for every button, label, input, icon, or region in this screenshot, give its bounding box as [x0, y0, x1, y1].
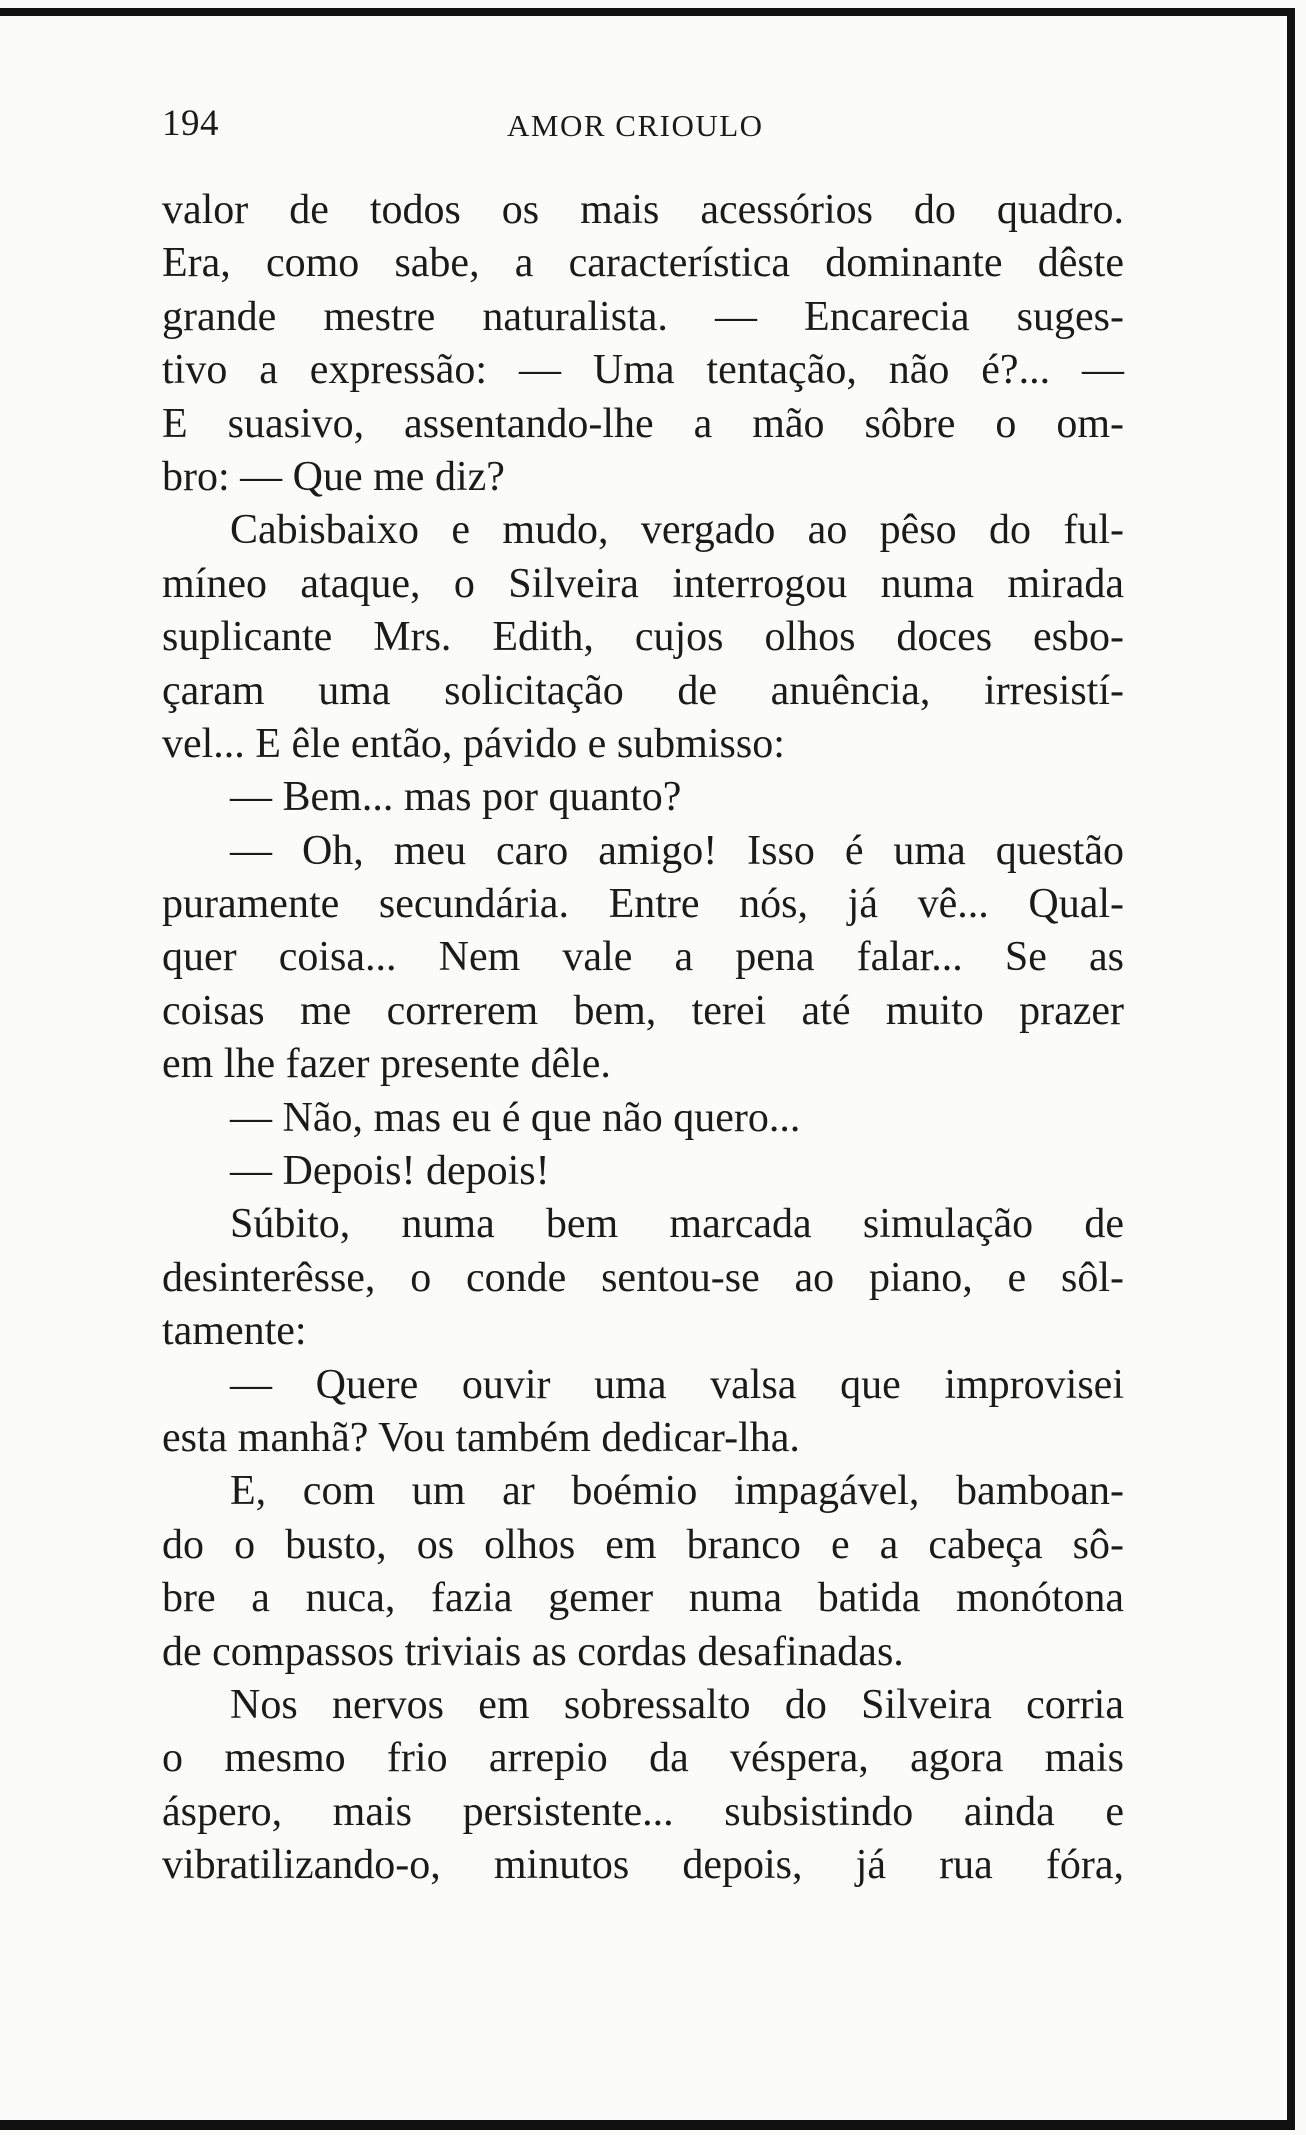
right-border-rule	[1287, 8, 1295, 2128]
text-line: o mesmo frio arrepio da véspera, agora mais	[162, 1735, 1124, 1782]
text-line: — Quere ouvir uma valsa que improvisei	[230, 1361, 1124, 1408]
text-line: Súbito, numa bem marcada simulação de	[230, 1201, 1124, 1248]
text-line: — Bem... mas por quanto?	[230, 774, 682, 821]
text-line: — Não, mas eu é que não quero...	[230, 1094, 801, 1141]
text-line: tamente:	[162, 1308, 307, 1355]
running-title: AMOR CRIOULO	[507, 108, 764, 143]
text-line: Era, como sabe, a característica dominante dêste	[162, 240, 1124, 287]
text-line: míneo ataque, o Silveira interrogou numa mirada	[162, 560, 1124, 607]
text-line: tivo a expressão: — Uma tentação, não é?... —	[162, 347, 1124, 394]
text-line: vel... E êle então, pávido e submisso:	[162, 720, 785, 767]
body-text	[162, 184, 1124, 1893]
text-line: E suasivo, assentando-lhe a mão sôbre o om-	[162, 400, 1124, 447]
text-line: desinterêsse, o conde sentou-se ao piano, e sôl-	[162, 1254, 1124, 1301]
page-number: 194	[162, 103, 219, 144]
text-line: do o busto, os olhos em branco e a cabeça sô-	[162, 1521, 1124, 1568]
text-line: coisas me correrem bem, terei até muito prazer	[162, 987, 1124, 1034]
text-line: de compassos triviais as cordas desafinadas.	[162, 1628, 904, 1675]
text-line: esta manhã? Vou também dedicar-lha.	[162, 1414, 800, 1461]
text-line: grande mestre naturalista. — Encarecia suges-	[162, 293, 1124, 340]
text-line: em lhe fazer presente dêle.	[162, 1041, 611, 1088]
text-line: áspero, mais persistente... subsistindo ainda e	[162, 1788, 1124, 1835]
text-line: E, com um ar boémio impagável, bamboan-	[230, 1468, 1124, 1515]
text-line: bre a nuca, fazia gemer numa batida monótona	[162, 1575, 1124, 1622]
text-line: Nos nervos em sobressalto do Silveira corria	[230, 1681, 1124, 1728]
top-border-rule	[0, 8, 1295, 16]
text-line: valor de todos os mais acessórios do quadro.	[162, 187, 1124, 233]
text-line: quer coisa... Nem vale a pena falar... Se as	[162, 934, 1124, 981]
text-line: — Depois! depois!	[230, 1148, 550, 1195]
text-line: — Oh, meu caro amigo! Isso é uma questão	[230, 827, 1124, 874]
text-line: puramente secundária. Entre nós, já vê... Qual-	[162, 881, 1124, 928]
page-header	[162, 102, 1122, 152]
text-line: Cabisbaixo e mudo, vergado ao pêso do ful-	[230, 507, 1124, 554]
text-line: vibratilizando-o, minutos depois, já rua fóra,	[162, 1842, 1124, 1889]
text-line: çaram uma solicitação de anuência, irresistí-	[162, 667, 1124, 714]
text-line: bro: — Que me diz?	[162, 453, 505, 500]
bottom-border-rule	[0, 2120, 1295, 2130]
text-line: suplicante Mrs. Edith, cujos olhos doces esbo-	[162, 614, 1124, 661]
